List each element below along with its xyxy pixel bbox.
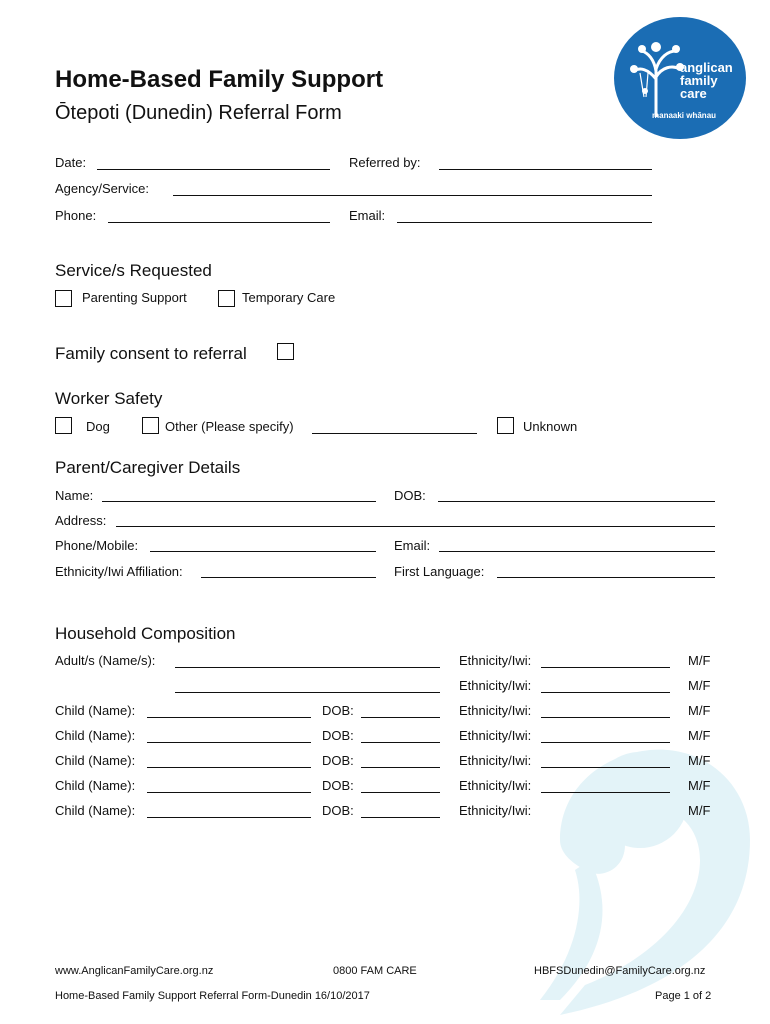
parent-name-label: Name: bbox=[55, 488, 94, 503]
referred-by-field[interactable] bbox=[439, 169, 652, 170]
ethnicity-iwi-label: Ethnicity/Iwi: bbox=[459, 728, 532, 743]
mf-label: M/F bbox=[688, 753, 711, 768]
mf-label: M/F bbox=[688, 678, 711, 693]
date-field[interactable] bbox=[97, 169, 330, 170]
phone-label: Phone: bbox=[55, 208, 97, 223]
phone-field[interactable] bbox=[108, 222, 330, 223]
child-name-field[interactable] bbox=[147, 742, 311, 743]
mf-label: M/F bbox=[688, 703, 711, 718]
parent-phone-label: Phone/Mobile: bbox=[55, 538, 139, 553]
referred-by-label: Referred by: bbox=[349, 155, 421, 170]
logo-word-2: family bbox=[680, 73, 718, 88]
consent-label: Family consent to referral bbox=[55, 344, 247, 363]
form-subtitle: Ōtepoti (Dunedin) Referral Form bbox=[55, 102, 342, 124]
parent-name-field[interactable] bbox=[102, 501, 376, 502]
dog-checkbox[interactable] bbox=[55, 417, 72, 434]
child-label: Child (Name): bbox=[55, 703, 136, 718]
parent-phone-field[interactable] bbox=[150, 551, 376, 552]
child-name-field[interactable] bbox=[147, 717, 311, 718]
date-label: Date: bbox=[55, 155, 87, 170]
household-heading: Household Composition bbox=[55, 624, 236, 643]
ethnicity-iwi-field[interactable] bbox=[541, 767, 670, 768]
child-dob-label: DOB: bbox=[322, 703, 354, 718]
footer-email-link[interactable]: HBFSDunedin@FamilyCare.org.nz bbox=[534, 965, 706, 977]
child-label: Child (Name): bbox=[55, 728, 136, 743]
adult-name-field[interactable] bbox=[175, 692, 440, 693]
unknown-checkbox[interactable] bbox=[497, 417, 514, 434]
child-name-field[interactable] bbox=[147, 792, 311, 793]
child-label: Child (Name): bbox=[55, 753, 136, 768]
child-label: Child (Name): bbox=[55, 778, 136, 793]
child-dob-label: DOB: bbox=[322, 778, 354, 793]
dog-label: Dog bbox=[86, 419, 110, 434]
temporary-care-label: Temporary Care bbox=[242, 290, 336, 305]
child-dob-label: DOB: bbox=[322, 803, 354, 818]
parent-dob-field[interactable] bbox=[438, 501, 715, 502]
parent-email-field[interactable] bbox=[439, 551, 715, 552]
first-language-label: First Language: bbox=[394, 564, 485, 579]
ethnicity-iwi-label: Ethnicity/Iwi: bbox=[459, 803, 532, 818]
parent-email-label: Email: bbox=[394, 538, 431, 553]
parenting-support-label: Parenting Support bbox=[82, 290, 187, 305]
logo-tagline: manaaki whānau bbox=[652, 111, 717, 120]
footer-document-info: Home-Based Family Support Referral Form-Dunedin 16/10/2017 bbox=[55, 990, 370, 1002]
services-heading: Service/s Requested bbox=[55, 261, 212, 280]
adult-name-field[interactable] bbox=[175, 667, 440, 668]
tree-swing-icon bbox=[628, 39, 688, 119]
child-dob-field[interactable] bbox=[361, 792, 440, 793]
mf-label: M/F bbox=[688, 653, 711, 668]
address-label: Address: bbox=[55, 513, 107, 528]
form-title: Home-Based Family Support bbox=[55, 66, 384, 93]
mf-label: M/F bbox=[688, 728, 711, 743]
email-label: Email: bbox=[349, 208, 386, 223]
parent-heading: Parent/Caregiver Details bbox=[55, 458, 241, 477]
ethnicity-iwi-field[interactable] bbox=[541, 667, 670, 668]
ethnicity-iwi-label: Ethnicity/Iwi: bbox=[459, 653, 532, 668]
child-name-field[interactable] bbox=[147, 767, 311, 768]
parenting-support-checkbox[interactable] bbox=[55, 290, 72, 307]
consent-checkbox[interactable] bbox=[277, 343, 294, 360]
agency-label: Agency/Service: bbox=[55, 181, 149, 196]
other-label: Other (Please specify) bbox=[165, 419, 294, 434]
ethnicity-iwi-field[interactable] bbox=[541, 792, 670, 793]
child-name-field[interactable] bbox=[147, 817, 311, 818]
logo-word-1: anglican bbox=[680, 60, 733, 75]
ethnicity-iwi-label: Ethnicity/Iwi: bbox=[459, 778, 532, 793]
page-number: Page 1 of 2 bbox=[655, 990, 712, 1002]
child-dob-field[interactable] bbox=[361, 717, 440, 718]
ethnicity-iwi-label: Ethnicity/Iwi: bbox=[459, 753, 532, 768]
footer-website-link[interactable]: www.AnglicanFamilyCare.org.nz bbox=[55, 965, 214, 977]
ethnicity-field[interactable] bbox=[201, 577, 376, 578]
logo-word-3: care bbox=[680, 86, 707, 101]
parent-dob-label: DOB: bbox=[394, 488, 426, 503]
ethnicity-iwi-field[interactable] bbox=[541, 742, 670, 743]
address-field[interactable] bbox=[116, 526, 715, 527]
adults-label: Adult/s (Name/s): bbox=[55, 653, 156, 668]
other-checkbox[interactable] bbox=[142, 417, 159, 434]
mf-label: M/F bbox=[688, 778, 711, 793]
child-dob-label: DOB: bbox=[322, 753, 354, 768]
temporary-care-checkbox[interactable] bbox=[218, 290, 235, 307]
child-label: Child (Name): bbox=[55, 803, 136, 818]
other-specify-field[interactable] bbox=[312, 433, 477, 434]
worker-safety-heading: Worker Safety bbox=[55, 389, 163, 408]
ethnicity-iwi-field[interactable] bbox=[541, 692, 670, 693]
child-dob-field[interactable] bbox=[361, 767, 440, 768]
ethnicity-iwi-label: Ethnicity/Iwi: bbox=[459, 678, 532, 693]
first-language-field[interactable] bbox=[497, 577, 715, 578]
child-dob-field[interactable] bbox=[361, 817, 440, 818]
child-dob-field[interactable] bbox=[361, 742, 440, 743]
child-dob-label: DOB: bbox=[322, 728, 354, 743]
footer-phone: 0800 FAM CARE bbox=[333, 965, 417, 977]
mf-label: M/F bbox=[688, 803, 711, 818]
ethnicity-label: Ethnicity/Iwi Affiliation: bbox=[55, 564, 183, 579]
anglican-family-care-logo bbox=[614, 17, 746, 139]
unknown-label: Unknown bbox=[523, 419, 578, 434]
agency-field[interactable] bbox=[173, 195, 652, 196]
ethnicity-iwi-field[interactable] bbox=[541, 717, 670, 718]
ethnicity-iwi-label: Ethnicity/Iwi: bbox=[459, 703, 532, 718]
email-field[interactable] bbox=[397, 222, 652, 223]
